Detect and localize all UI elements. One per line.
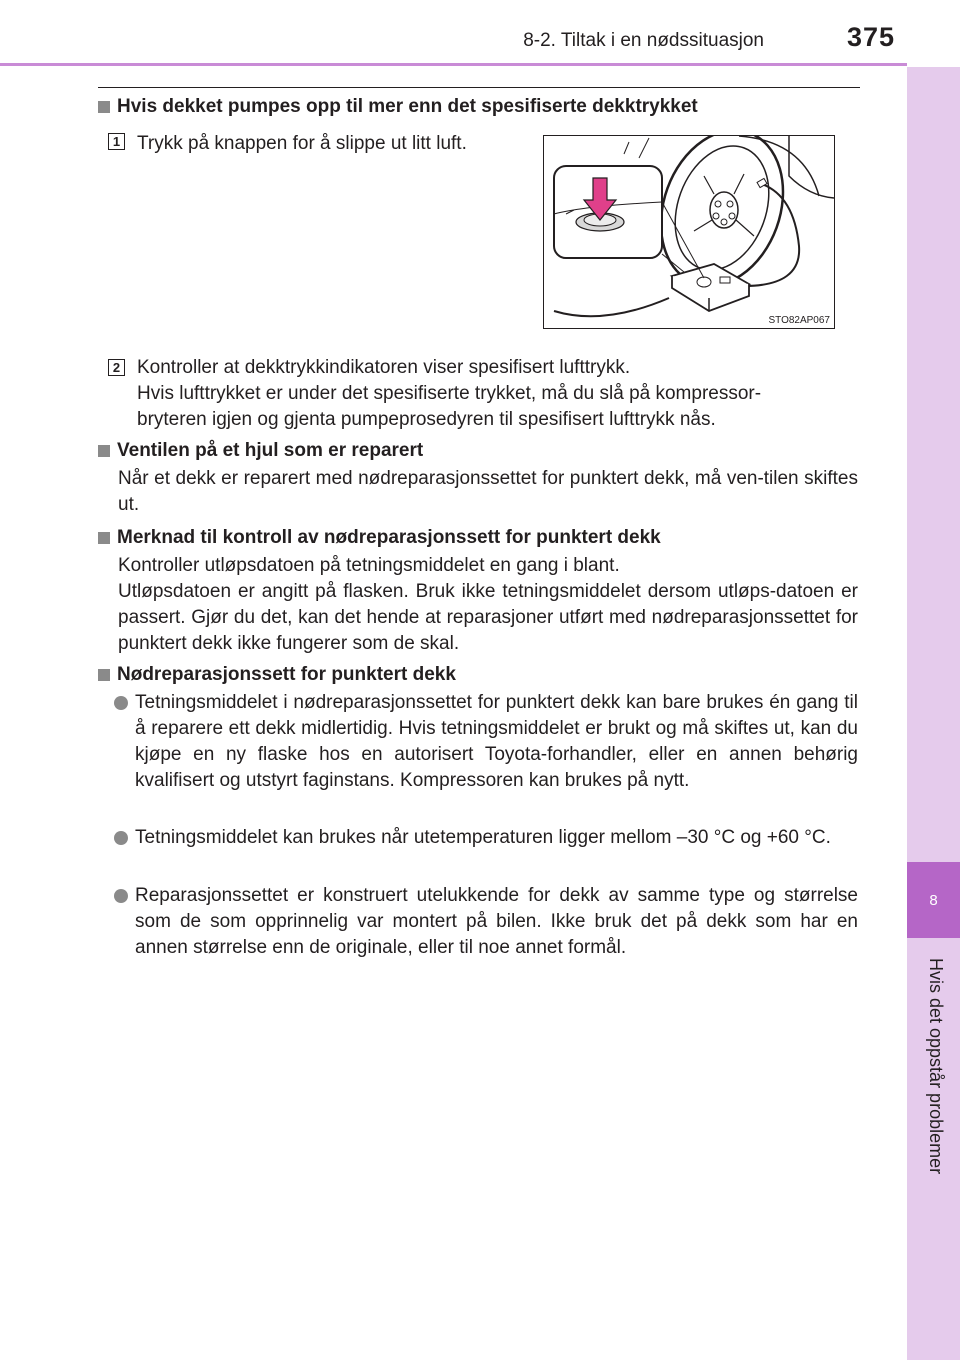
bullet-text: Reparasjonssettet er konstruert utelukkende for dekk av samme type og størrelse som de som opprinnelig var montert på bilen. Ikke bruk det på dekk som har en annen størrelse enn de originale, eller til noe annet formål. [135, 885, 858, 958]
bullet-dot-icon [114, 696, 128, 710]
step-text-block [137, 355, 761, 433]
bullet-dot-icon [114, 831, 128, 845]
paragraph-text: Utløpsdatoen er angitt på flasken. Bruk ikke tetningsmiddelet dersom utløps-datoen er passert. Gjør du det, kan det hende at reparasjoner utført med nødreparasjonssettet for punktert dekk ikke fungerer som de skal. [118, 581, 858, 654]
section-heading [98, 440, 423, 462]
list-item [114, 825, 858, 851]
paragraph-text: Kontroller utløpsdatoen på tetningsmiddelet en gang i blant. [118, 555, 620, 576]
section-heading [98, 527, 661, 549]
section-heading-text: Hvis dekket pumpes opp til mer enn det spesifiserte dekktrykket [117, 96, 698, 117]
heading-square-icon [98, 532, 110, 544]
heading-square-icon [98, 101, 110, 113]
step-number: 2 [112, 360, 121, 375]
page-number: 375 [846, 22, 895, 52]
step-text: Trykk på knappen for å slippe ut litt luft. [137, 133, 467, 154]
figure-code: STO82AP067 [768, 315, 830, 326]
section-heading-text: Nødreparasjonssett for punktert dekk [117, 664, 456, 685]
header-rule [0, 63, 907, 66]
step-number: 1 [112, 134, 121, 149]
list-item [114, 690, 858, 794]
chapter-number-box[interactable] [907, 862, 960, 938]
section-heading [98, 664, 456, 686]
tire-compressor-drawing [544, 136, 834, 328]
bullet-text: Tetningsmiddelet i nødreparasjonssettet for punktert dekk kan bare brukes én gang til å reparere ett dekk midlertidig. Hvis tetningsmiddelet er brukt og må skiftes ut, kan du kjøpe en ny flaske hos en autorisert Toyota-forhandler, eller en annen behørig kvalifisert og utstyrt faginstans. Kompressoren kan brukes på nytt. [135, 692, 858, 791]
section-heading-text: Merknad til kontroll av nødreparasjonssett for punktert dekk [117, 527, 661, 548]
section-paragraph [118, 466, 858, 518]
step-line: bryteren igjen og gjenta pumpeprosedyren til spesifisert lufttrykk nås. [137, 409, 716, 430]
step-line: Hvis lufttrykket er under det spesifiserte trykket, må du slå på kompressor- [137, 383, 762, 404]
side-tab-gap [907, 0, 960, 67]
step-number-box [108, 359, 125, 376]
bullet-dot-icon [114, 889, 128, 903]
chapter-number: 8 [929, 891, 938, 909]
content-top-rule [98, 87, 860, 88]
chapter-title: Hvis det oppstår problemer [926, 958, 946, 1175]
compressor-illustration [543, 135, 835, 329]
list-item [114, 883, 858, 961]
paragraph-text: Når et dekk er reparert med nødreparasjonssettet for punktert dekk, må ven-tilen skiftes ut. [118, 468, 858, 515]
section-heading-text: Ventilen på et hjul som er reparert [117, 440, 424, 461]
heading-square-icon [98, 669, 110, 681]
section-heading [98, 96, 698, 118]
section-paragraph [118, 553, 858, 657]
header-section-title: 8-2. Tiltak i en nødssituasjon [523, 30, 764, 51]
heading-square-icon [98, 445, 110, 457]
step-line: Kontroller at dekktrykkindikatoren viser spesifisert lufttrykk. [137, 357, 631, 378]
step-number-box [108, 133, 125, 150]
bullet-text: Tetningsmiddelet kan brukes når utetemperaturen ligger mellom –30 °C og +60 °C. [135, 827, 831, 848]
